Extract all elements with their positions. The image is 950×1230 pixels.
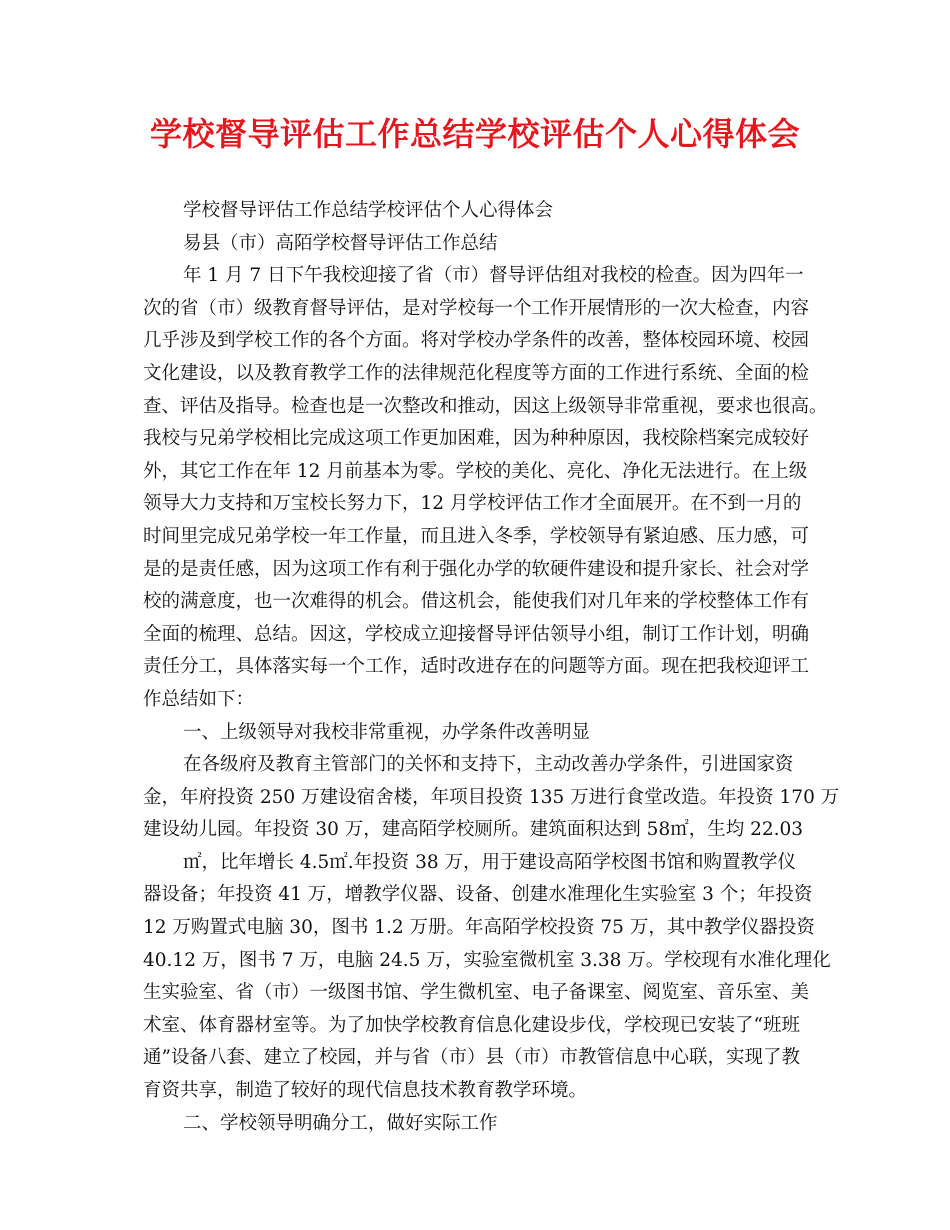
text-line: 金，年府投资 250 万建设宿舍楼，年项目投资 135 万进行食堂改造。年投资 170 万 bbox=[143, 786, 840, 808]
text-line: 通”设备八套、建立了校园，并与省（市）县（市）市教管信息中心联，实现了教 bbox=[143, 1047, 800, 1069]
text-line: 外，其它工作在年 12 月前基本为零。学校的美化、亮化、净化无法进行。在上级 bbox=[143, 460, 808, 482]
text-line: 领导大力支持和万宝校长努力下，12 月学校评估工作才全面展开。在不到一月的 bbox=[143, 493, 802, 515]
text-line: 生实验室、省（市）一级图书馆、学生微机室、电子备课室、阅览室、音乐室、美 bbox=[143, 982, 810, 1004]
text-line: 易县（市）高陌学校督导评估工作总结 bbox=[183, 232, 498, 254]
text-line: 文化建设，以及教育教学工作的法律规范化程度等方面的工作进行系统、全面的检 bbox=[143, 362, 810, 384]
text-line: 12 万购置式电脑 30，图书 1.2 万册。年高陌学校投资 75 万，其中教学仪器投资 bbox=[143, 917, 815, 939]
text-line: 器设备；年投资 41 万，增教学仪器、设备、创建水准理化生实验室 3 个；年投资 bbox=[143, 884, 813, 906]
text-line: ㎡，比年增长 4.5㎡.年投资 38 万，用于建设高陌学校图书馆和购置教学仪 bbox=[183, 851, 796, 873]
text-line: 时间里完成兄弟学校一年工作量，而且进入冬季，学校领导有紧迫感、压力感，可 bbox=[143, 525, 810, 547]
text-line: 责任分工，具体落实每一个工作，适时改进存在的问题等方面。现在把我校迎评工 bbox=[143, 656, 810, 678]
text-line: 校的满意度，也一次难得的机会。借这机会，能使我们对几年来的学校整体工作有 bbox=[143, 591, 810, 613]
text-line: 育资共享，制造了较好的现代信息技术教育教学环境。 bbox=[143, 1080, 588, 1102]
text-line: 术室、体育器材室等。为了加快学校教育信息化建设步伐，学校现已安装了“班班 bbox=[143, 1014, 800, 1036]
text-line: 二、学校领导明确分工，做好实际工作 bbox=[183, 1112, 498, 1134]
text-line: 学校督导评估工作总结学校评估个人心得体会 bbox=[183, 200, 554, 221]
text-line: 一、上级领导对我校非常重视，办学条件改善明显 bbox=[183, 721, 591, 743]
text-line: 次的省（市）级教育督导评估，是对学校每一个工作开展情形的一次大检查，内容 bbox=[143, 297, 810, 319]
text-line: 作总结如下： bbox=[143, 688, 255, 710]
document-title: 学校督导评估工作总结学校评估个人心得体会 bbox=[149, 115, 800, 153]
text-line: 是的是责任感，因为这项工作有利于强化办学的软硬件建设和提升家长、社会对学 bbox=[143, 558, 810, 580]
text-line: 几乎涉及到学校工作的各个方面。将对学校办学条件的改善，整体校园环境、校园 bbox=[143, 330, 810, 352]
document-body bbox=[143, 195, 840, 1140]
text-line: 全面的梳理、总结。因这，学校成立迎接督导评估领导小组，制订工作计划，明确 bbox=[143, 623, 810, 645]
text-line: 查、评估及指导。检查也是一次整改和推动，因这上级领导非常重视，要求也很高。 bbox=[143, 395, 828, 417]
text-line: 建设幼儿园。年投资 30 万，建高陌学校厕所。建筑面积达到 58㎡，生均 22.03 bbox=[143, 819, 804, 841]
text-line: 年 1 月 7 日下午我校迎接了省（市）督导评估组对我校的检查。因为四年一 bbox=[183, 265, 804, 287]
text-line: 40.12 万，图书 7 万，电脑 24.5 万，实验室微机室 3.38 万。学校现有水准化理化 bbox=[143, 949, 831, 971]
text-line: 在各级府及教育主管部门的关怀和支持下，主动改善办学条件，引进国家资 bbox=[183, 754, 794, 776]
text-line: 我校与兄弟学校相比完成这项工作更加困难，因为种种原因，我校除档案完成较好 bbox=[143, 428, 810, 450]
